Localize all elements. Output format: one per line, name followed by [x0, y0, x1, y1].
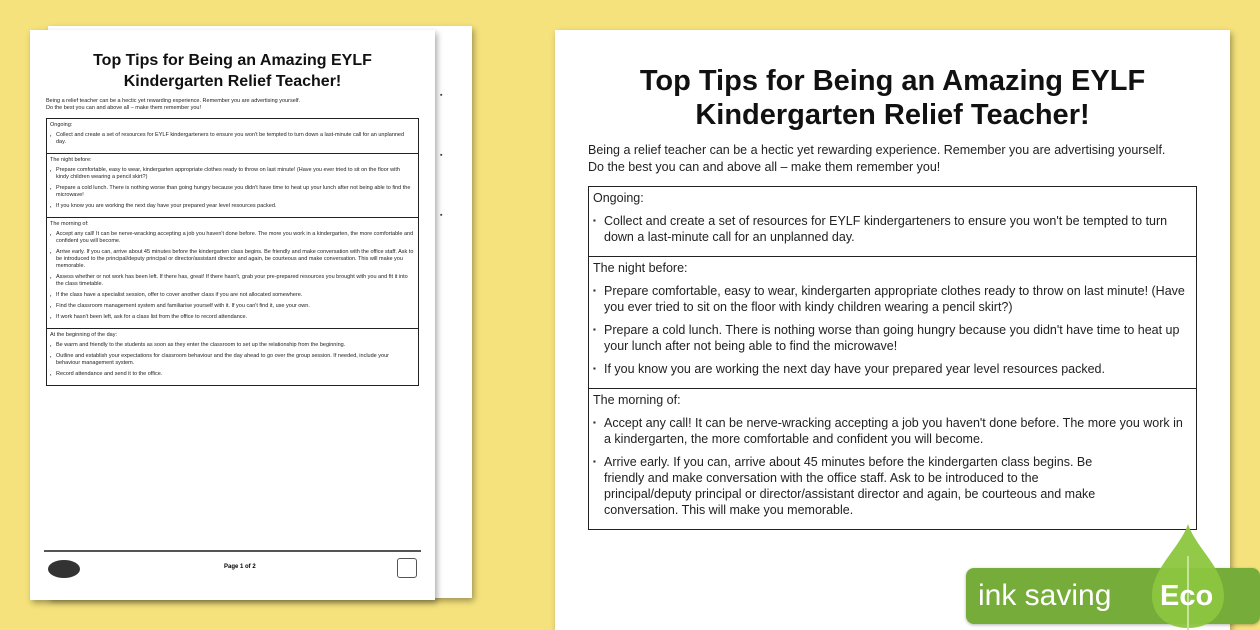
- tip-item: ▪ Prepare comfortable, easy to wear, kindergarten appropriate clothes ready to throw on last minute! (Have you ever tried to sit on the floor with kindy children wearing a pencil skirt?): [50, 167, 414, 181]
- tip-item: ▪ Accept any call! It can be nerve-wracking accepting a job you haven't done before. The more you work in a kindergarten, the more comfortable and confident you will become.: [593, 415, 1190, 447]
- tips-section: [589, 256, 1196, 388]
- tip-item: ▪ Arrive early. If you can, arrive about 45 minutes before the kindergarten class begins. Be friendly and make conversation with the office staff. Ask to be introduced to the principal/deputy principal or director/assistant director and again, be courteous and make conversation. This will make you memorable.: [593, 454, 1190, 518]
- tips-section: [47, 328, 418, 385]
- intro-line: Do the best you can and above all – make them remember you!: [588, 160, 941, 174]
- tips-table: [46, 118, 419, 386]
- tip-item: ▪ Arrive early. If you can, arrive about 45 minutes before the kindergarten class begins. Be friendly and make conversation with the office staff. Ask to be introduced to the principal/deputy principal or director/assistant director and again, be courteous and make conversation. This will make you memorable.: [50, 249, 414, 270]
- twinkl-logo: [48, 560, 80, 578]
- title-line: Kindergarten Relief Teacher!: [695, 99, 1090, 131]
- tips-section: [47, 217, 418, 328]
- tip-item: ▪ If you know you are working the next day have your prepared year level resources packed.: [50, 203, 414, 210]
- page-footer: [44, 550, 421, 592]
- title-line: Top Tips for Being an Amazing EYLF: [639, 65, 1146, 97]
- page-number: Page 1 of 2: [224, 564, 256, 570]
- tip-item: ▪ Prepare a cold lunch. There is nothing worse than going hungry because you didn't have time to heat up your lunch after not being able to find the microwave!: [50, 185, 414, 199]
- tip-item: ▪ Collect and create a set of resources for EYLF kindergarteners to ensure you won't be tempted to turn down a last-minute call for an unplanned day.: [50, 132, 414, 146]
- eco-label: Eco: [1160, 580, 1214, 612]
- tips-section: [589, 388, 1196, 529]
- title-line: Kindergarten Relief Teacher!: [123, 73, 342, 90]
- section-heading: Ongoing:: [593, 191, 644, 205]
- intro-line: Being a relief teacher can be a hectic yet rewarding experience. Remember you are advertising yourself.: [46, 98, 301, 104]
- tips-table: [588, 186, 1197, 530]
- section-heading: The morning of:: [593, 393, 681, 407]
- tip-item: ▪ Prepare a cold lunch. There is nothing worse than going hungry because you didn't have time to heat up your lunch after not being able to find the microwave!: [593, 322, 1190, 354]
- tips-section: [589, 187, 1196, 256]
- intro-line: Being a relief teacher can be a hectic yet rewarding experience. Remember you are advertising yourself.: [588, 143, 1166, 157]
- tip-item: ▪ Accept any call! It can be nerve-wracking accepting a job you haven't done before. The more you work in a kindergarten, the more comfortable and confident you will become.: [50, 231, 414, 245]
- tip-item: ▪ If work hasn't been left, ask for a class list from the office to record attendance.: [50, 314, 414, 321]
- tips-section: [47, 119, 418, 153]
- section-heading: At the beginning of the day:: [50, 332, 117, 338]
- section-heading: The morning of:: [50, 221, 89, 227]
- section-heading: The night before:: [593, 261, 688, 275]
- tip-item: ▪ Find the classroom management system and familiarise yourself with it. If you can't find it, use your own.: [50, 303, 414, 310]
- thumbnail-intro: [46, 98, 419, 112]
- tips-section: [47, 153, 418, 217]
- back-page-edge-text: ▪ ▪ ▪: [440, 92, 443, 219]
- tip-item: ▪ Collect and create a set of resources for EYLF kindergarteners to ensure you won't be tempted to turn down a last-minute call for an unplanned day.: [593, 213, 1190, 245]
- document-intro: [588, 142, 1197, 176]
- page-thumbnail: [30, 30, 435, 600]
- ink-saving-label: ink saving: [978, 579, 1112, 612]
- section-heading: The night before:: [50, 157, 92, 163]
- title-line: Top Tips for Being an Amazing EYLF: [93, 52, 372, 69]
- page-preview: [555, 30, 1230, 630]
- section-heading: Ongoing:: [50, 122, 73, 128]
- intro-line: Do the best you can and above all – make them remember you!: [46, 105, 202, 111]
- document-title: [555, 64, 1230, 132]
- tip-item: ▪ Outline and establish your expectations for classroom behaviour and the day ahead to go over the group session. If needed, include your behaviour management system.: [50, 353, 414, 367]
- tip-item: ▪ Record attendance and send it to the office.: [50, 371, 414, 378]
- eco-icon: [397, 558, 417, 578]
- tip-item: ▪ Be warm and friendly to the students as soon as they enter the classroom to set up the relationship from the beginning.: [50, 342, 414, 349]
- thumbnail-title: [30, 50, 435, 92]
- tip-item: ▪ Assess whether or not work has been left. If there has, great! If there hasn't, grab your pre-prepared resources you brought with you and fit it into the class timetable.: [50, 274, 414, 288]
- tip-item: ▪ If the class have a specialist session, offer to cover another class if you are not allocated somewhere.: [50, 292, 414, 299]
- tip-item: ▪ If you know you are working the next day have your prepared year level resources packed.: [593, 361, 1190, 377]
- tip-item: ▪ Prepare comfortable, easy to wear, kindergarten appropriate clothes ready to throw on last minute! (Have you ever tried to sit on the floor with kindy children wearing a pencil skirt?): [593, 283, 1190, 315]
